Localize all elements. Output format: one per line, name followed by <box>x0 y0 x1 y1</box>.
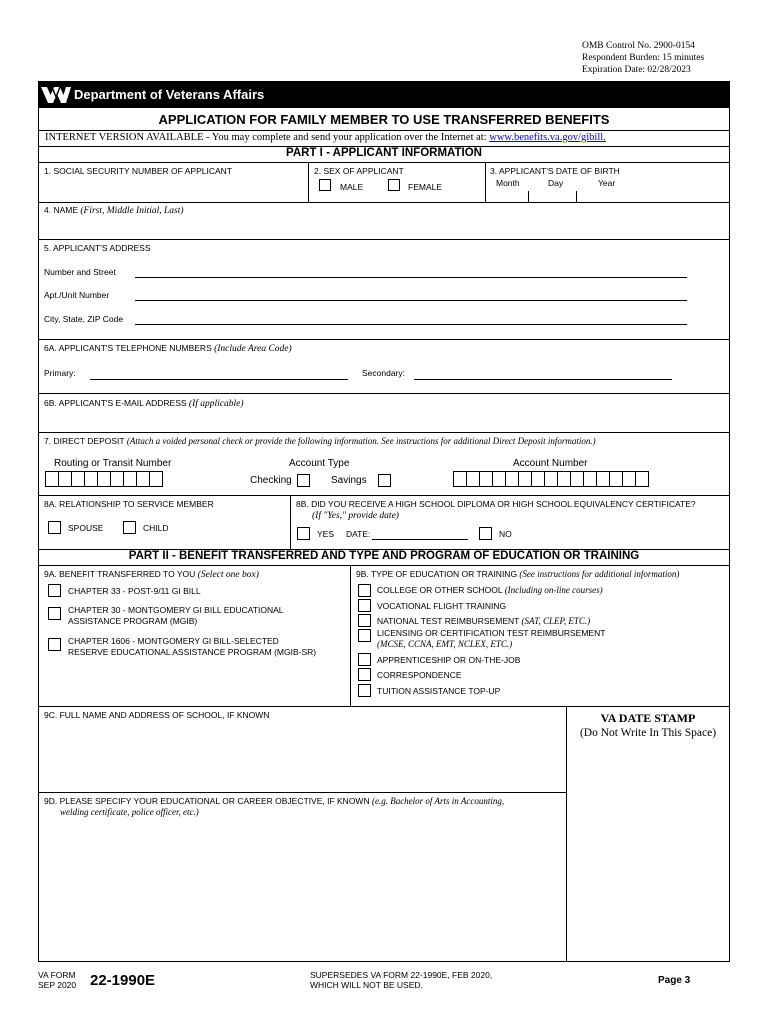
dob-label: 3. APPLICANT'S DATE OF BIRTH <box>490 166 620 176</box>
type-flight-checkbox[interactable] <box>358 599 371 612</box>
benefit-ch30-label: CHAPTER 30 - MONTGOMERY GI BILL EDUCATIONAL ASSISTANCE PROGRAM (MGIB) <box>68 605 284 626</box>
account-type-label: Account Type <box>289 458 350 469</box>
type-college-checkbox[interactable] <box>358 584 371 597</box>
type-correspondence-label: CORRESPONDENCE <box>377 670 462 680</box>
diploma-yes-checkbox[interactable] <box>297 527 310 540</box>
school-label: 9C. FULL NAME AND ADDRESS OF SCHOOL, IF KNOWN <box>44 710 270 720</box>
routing-label: Routing or Transit Number <box>54 458 172 469</box>
omb-control: OMB Control No. 2900-0154 <box>582 41 695 51</box>
checking-checkbox[interactable] <box>297 474 310 487</box>
footer-supersedes: SUPERSEDES VA FORM 22-1990E, FEB 2020, WHICH WILL NOT BE USED. <box>310 970 493 990</box>
type-ntr-checkbox[interactable] <box>358 614 371 627</box>
secondary-phone-field[interactable] <box>414 379 672 380</box>
deposit-label: 7. DIRECT DEPOSIT (Attach a voided personal check or provide the following information. See instructions for additional Direct Deposit information.) <box>44 436 596 446</box>
benefit-label: 9A. BENEFIT TRANSFERRED TO YOU (Select one box) <box>44 569 259 580</box>
diploma-no-checkbox[interactable] <box>479 527 492 540</box>
form-frame <box>38 108 730 962</box>
diploma-hint: (If "Yes," provide date) <box>312 511 399 521</box>
secondary-label: Secondary: <box>362 368 405 378</box>
child-checkbox[interactable] <box>123 521 136 534</box>
dob-day: Day <box>548 178 564 188</box>
type-flight-label: VOCATIONAL FLIGHT TRAINING <box>377 601 507 611</box>
footer-page-number: Page 3 <box>658 975 691 986</box>
type-tuition-label: TUITION ASSISTANCE TOP-UP <box>377 686 501 696</box>
apt-label: Apt./Unit Number <box>44 290 110 300</box>
diploma-no-label: NO <box>499 529 512 539</box>
primary-label: Primary: <box>44 368 76 378</box>
dob-month: Month <box>496 178 520 188</box>
sex-label: 2. SEX OF APPLICANT <box>314 166 404 176</box>
benefit-ch30-checkbox[interactable] <box>48 607 61 620</box>
diploma-date-label: DATE: <box>346 529 371 539</box>
footer-form-number: 22-1990E <box>90 972 156 989</box>
checking-label: Checking <box>250 475 292 486</box>
gibill-link[interactable]: www.benefits.va.gov/gibill. <box>489 132 606 143</box>
benefit-ch33-checkbox[interactable] <box>48 584 61 597</box>
type-correspondence-checkbox[interactable] <box>358 668 371 681</box>
account-number-boxes[interactable] <box>453 471 648 487</box>
type-ntr-label: NATIONAL TEST REIMBURSEMENT (SAT, CLEP, ETC.) <box>377 616 591 626</box>
footer-form-id: VA FORM SEP 2020 <box>38 970 77 990</box>
diploma-date-field[interactable] <box>372 539 468 540</box>
dept-name: Department of Veterans Affairs <box>74 87 265 102</box>
ssn-label: 1. SOCIAL SECURITY NUMBER OF APPLICANT <box>44 166 232 176</box>
male-checkbox[interactable] <box>319 179 331 191</box>
type-licensing-checkbox[interactable] <box>358 629 371 642</box>
form-title: APPLICATION FOR FAMILY MEMBER TO USE TRANSFERRED BENEFITS <box>158 112 610 127</box>
stamp-subtitle: (Do Not Write In This Space) <box>579 727 717 739</box>
benefit-ch1606-label: CHAPTER 1606 - MONTGOMERY GI BILL-SELECTED RESERVE EDUCATIONAL ASSISTANCE PROGRAM (MGIB-SR) <box>68 636 317 657</box>
part1-title: PART I - APPLICANT INFORMATION <box>286 147 482 159</box>
relationship-label: 8A. RELATIONSHIP TO SERVICE MEMBER <box>44 499 214 509</box>
omb-expiration: Expiration Date: 02/28/2023 <box>582 65 691 75</box>
savings-checkbox[interactable] <box>378 474 391 487</box>
dob-year: Year <box>598 178 616 188</box>
type-tuition-checkbox[interactable] <box>358 684 371 697</box>
savings-label: Savings <box>331 475 367 486</box>
child-label: CHILD <box>143 523 169 533</box>
benefit-ch33-label: CHAPTER 33 - POST-9/11 GI BILL <box>68 586 201 596</box>
spouse-label: SPOUSE <box>68 523 104 533</box>
routing-number-boxes[interactable] <box>45 471 162 487</box>
female-checkbox[interactable] <box>388 179 400 191</box>
type-label: 9B. TYPE OF EDUCATION OR TRAINING (See instructions for additional information) <box>356 569 680 579</box>
va-seal-icon <box>40 83 72 106</box>
internet-text: INTERNET VERSION AVAILABLE - You may complete and send your application over the Internet at: <box>45 132 490 143</box>
part2-title: PART II - BENEFIT TRANSFERRED AND TYPE AND PROGRAM OF EDUCATION OR TRAINING <box>128 550 640 562</box>
diploma-yes-label: YES <box>317 529 335 539</box>
male-label: MALE <box>340 182 364 192</box>
street-field[interactable] <box>135 277 687 278</box>
city-field[interactable] <box>135 324 687 325</box>
spouse-checkbox[interactable] <box>48 521 61 534</box>
stamp-title: VA DATE STAMP <box>600 711 696 725</box>
dept-header-bar <box>38 81 730 108</box>
diploma-label: 8B. DID YOU RECEIVE A HIGH SCHOOL DIPLOMA OR HIGH SCHOOL EQUIVALENCY CERTIFICATE? <box>296 499 696 509</box>
internet-notice <box>45 132 606 143</box>
street-label: Number and Street <box>44 267 116 277</box>
apt-field[interactable] <box>135 300 687 301</box>
name-label: 4. NAME (First, Middle Initial, Last) <box>44 205 184 216</box>
objective-label: 9D. PLEASE SPECIFY YOUR EDUCATIONAL OR CAREER OBJECTIVE, IF KNOWN (e.g. Bachelor of Arts in Accounting, <box>44 796 505 806</box>
primary-phone-field[interactable] <box>90 379 348 380</box>
objective-hint-2: welding certificate, police officer, etc.) <box>60 807 199 817</box>
type-apprenticeship-checkbox[interactable] <box>358 653 371 666</box>
phone-label: 6A. APPLICANT'S TELEPHONE NUMBERS (Include Area Code) <box>44 343 292 354</box>
email-label: 6B. APPLICANT'S E-MAIL ADDRESS (If applicable) <box>44 398 244 409</box>
type-college-label: COLLEGE OR OTHER SCHOOL (Including on-line courses) <box>377 585 603 595</box>
city-label: City, State, ZIP Code <box>44 314 124 324</box>
account-number-label: Account Number <box>513 458 588 469</box>
female-label: FEMALE <box>408 182 443 192</box>
omb-block <box>582 40 704 76</box>
omb-burden: Respondent Burden: 15 minutes <box>582 53 705 63</box>
type-apprenticeship-label: APPRENTICESHIP OR ON-THE-JOB <box>377 655 521 665</box>
benefit-ch1606-checkbox[interactable] <box>48 638 61 651</box>
address-label: 5. APPLICANT'S ADDRESS <box>44 243 151 253</box>
type-licensing-label: LICENSING OR CERTIFICATION TEST REIMBURSEMENT (MCSE, CCNA, EMT, NCLEX, ETC.) <box>377 628 606 649</box>
